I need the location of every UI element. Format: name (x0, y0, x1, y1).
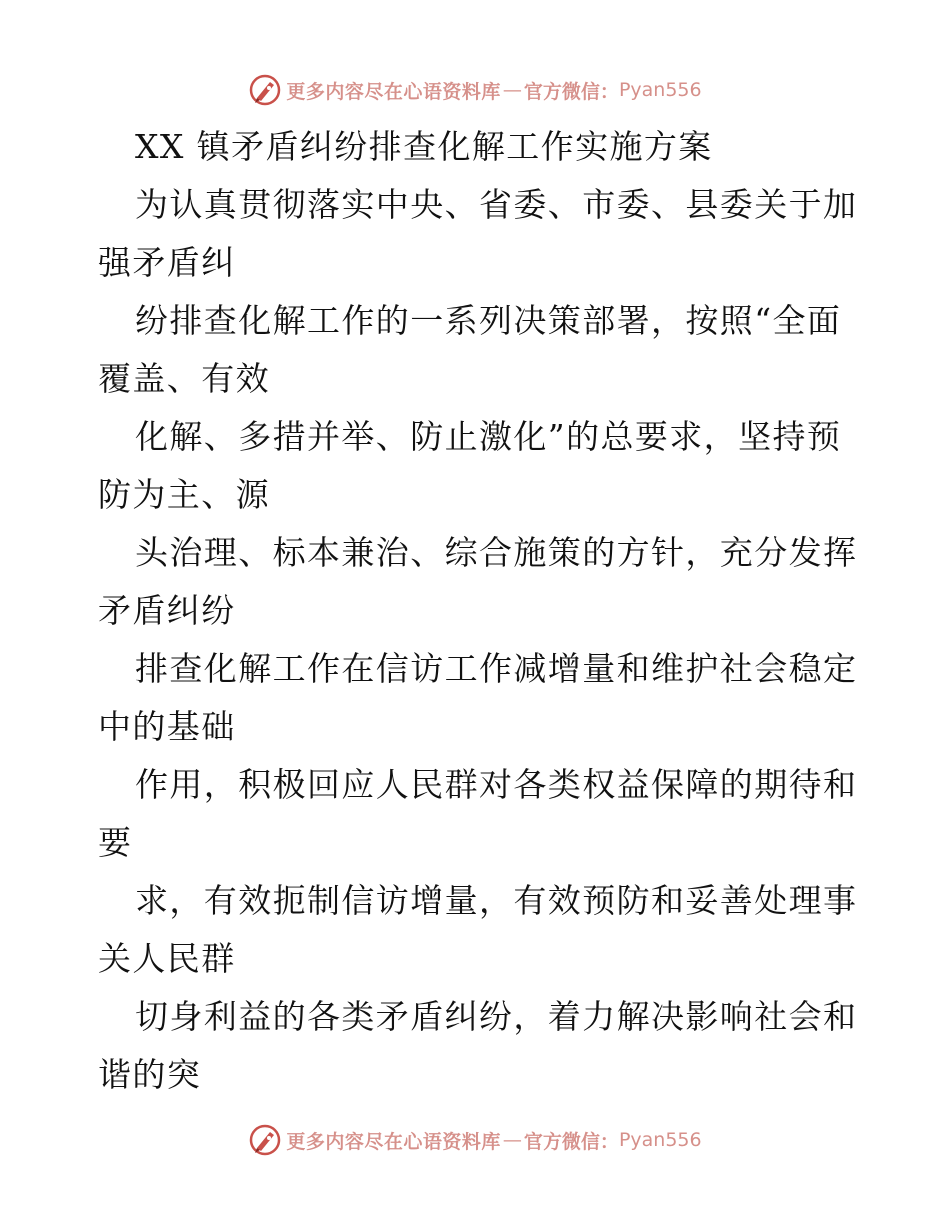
text-line: 覆盖、有效 (98, 359, 270, 398)
watermark-wechat-id: Pyan556 (618, 1129, 702, 1151)
text-line: 关人民群 (98, 939, 236, 978)
text-line: 谐的突 (98, 1055, 202, 1094)
footer-watermark (0, 1120, 950, 1160)
text-line: 要 (98, 823, 133, 862)
text-line: 头治理、标本兼治、综合施策的方针，充分发挥 (135, 533, 858, 572)
watermark-wechat-label: 官方微信： (523, 1130, 619, 1153)
text-line: 为认真贯彻落实中央、省委、市委、县委关于加 (135, 185, 858, 224)
text-line: 切身利益的各类矛盾纠纷，着力解决影响社会和 (135, 997, 858, 1036)
header-watermark (0, 70, 950, 110)
watermark-separator: — (502, 79, 522, 101)
text-line: 防为主、源 (98, 475, 270, 514)
watermark-wechat-id: Pyan556 (618, 79, 702, 101)
watermark-text: 更多内容尽在心语资料库 (286, 1130, 501, 1153)
text-line: 排查化解工作在信访工作减增量和维护社会稳定 (135, 649, 858, 688)
text-line: 作用，积极回应人民群对各类权益保障的期待和 (135, 765, 858, 804)
pen-logo-icon (248, 73, 282, 107)
text-line: 纷排查化解工作的一系列决策部署，按照“全面 (135, 301, 842, 340)
text-line: 强矛盾纠 (98, 243, 236, 282)
document-title: XX 镇矛盾纠纷排查化解工作实施方案 (135, 127, 713, 166)
pen-logo-icon (248, 1123, 282, 1157)
text-line: 求，有效扼制信访增量，有效预防和妥善处理事 (135, 881, 858, 920)
text-line: 中的基础 (98, 707, 236, 746)
watermark-text: 更多内容尽在心语资料库 (286, 80, 501, 103)
document-body (98, 118, 858, 1104)
watermark-separator: — (502, 1129, 522, 1151)
text-line: 矛盾纠纷 (98, 591, 236, 630)
text-line: 化解、多措并举、防止激化”的总要求，坚持预 (135, 417, 842, 456)
watermark-wechat-label: 官方微信： (523, 80, 619, 103)
